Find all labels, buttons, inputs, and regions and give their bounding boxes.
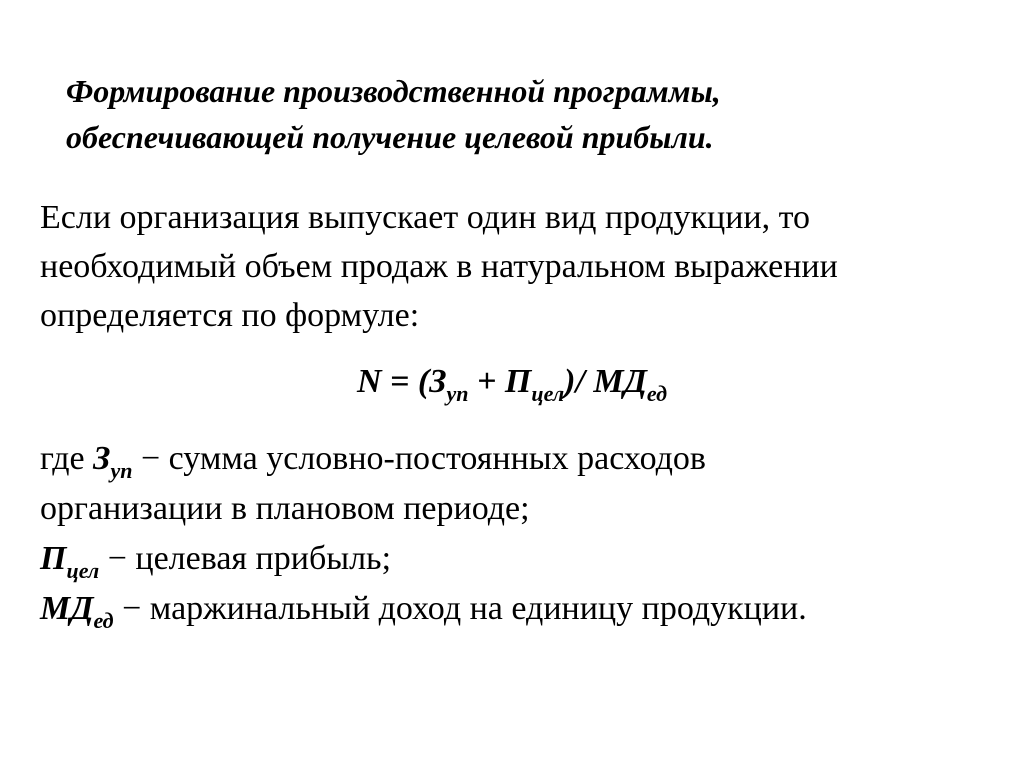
definition-text-p: − целевая прибыль;	[99, 540, 392, 577]
definition-margin-income	[40, 584, 1000, 634]
formula-sub-ed: ед	[646, 381, 667, 406]
intro-line-1: Если организация выпускает один вид продукции, то	[40, 199, 811, 236]
definition-fixed-costs	[40, 434, 1000, 484]
definition-prefix: где	[40, 440, 94, 477]
definition-symbol-md: $МД_{ед}$	[40, 590, 114, 633]
definition-target-profit	[40, 534, 1000, 584]
definition-symbol-p: $П_{цел}$	[40, 540, 100, 583]
formula-sub-up: уп	[446, 381, 469, 406]
formula-lhs: N = (З	[356, 363, 447, 400]
formula	[0, 358, 1024, 406]
intro-line-2: необходимый объем продаж в натуральном выражении	[40, 248, 838, 285]
intro-line-3: определяется по формуле:	[40, 297, 420, 334]
definition-text-z: − сумма условно-постоянных расходов	[132, 440, 706, 477]
title-line-2: обеспечивающей получение целевой прибыли.	[66, 119, 714, 155]
slide-title	[66, 68, 966, 160]
definition-text-md: − маржинальный доход на единицу продукции.	[113, 590, 807, 627]
formula-sub-cel: цел	[531, 381, 565, 406]
definition-fixed-costs-cont: организации в плановом периоде;	[40, 490, 530, 527]
intro-paragraph	[40, 193, 1000, 340]
formula-rhs: )/ МД	[564, 363, 647, 400]
formula-mid: + П	[468, 363, 532, 400]
definition-symbol-z: $З_{уп}$	[93, 440, 133, 483]
definitions	[40, 434, 1000, 634]
title-line-1: Формирование производственной программы,	[66, 73, 721, 109]
